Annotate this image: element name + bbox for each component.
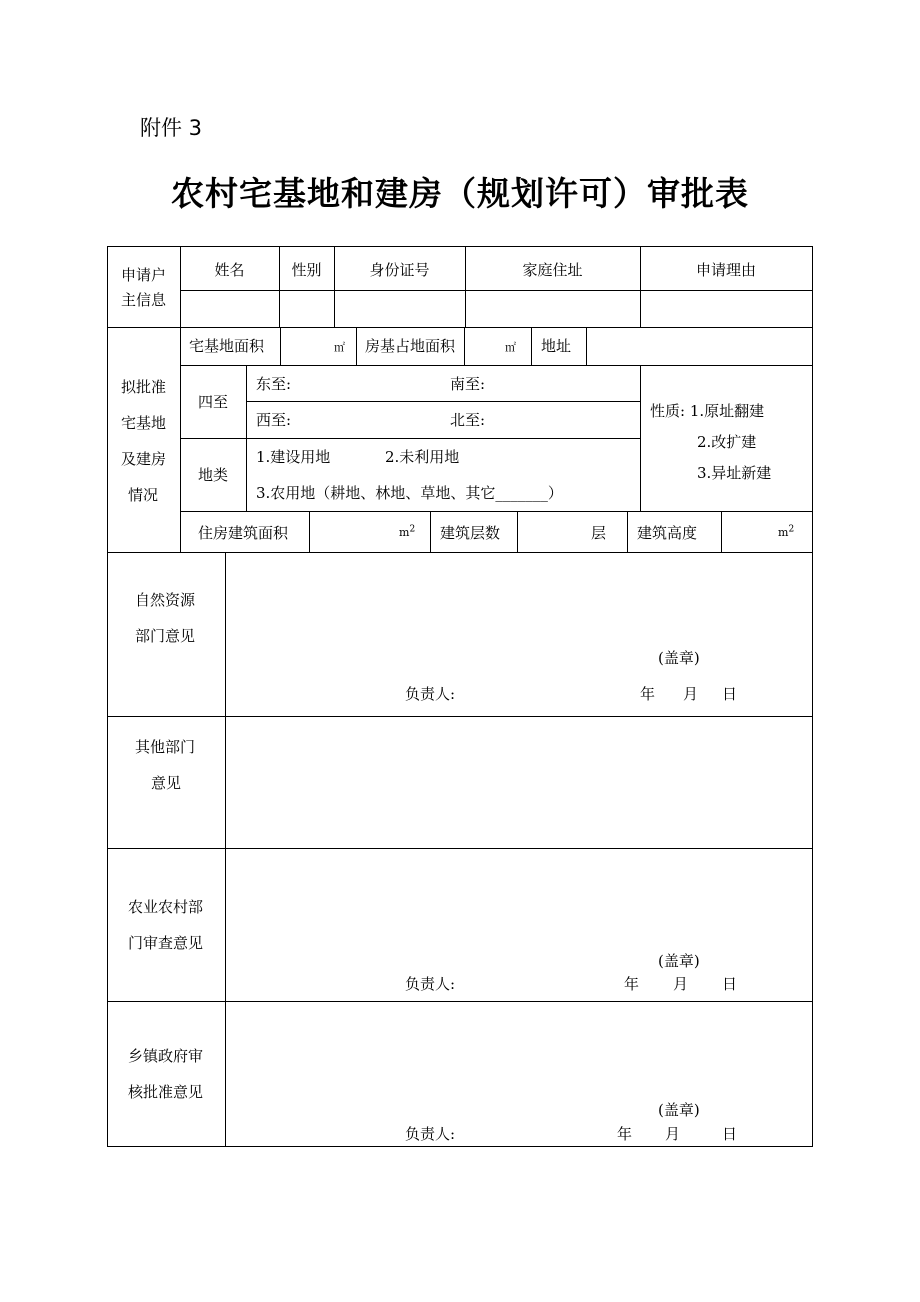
west-boundary-label: 西至: xyxy=(256,411,292,429)
header-home-address: 家庭住址 xyxy=(522,261,583,279)
applicant-label-line2: 主信息 xyxy=(121,291,167,309)
home-address-field[interactable] xyxy=(466,291,640,327)
floors-unit: 层 xyxy=(591,524,607,542)
footprint-area-unit: ㎡ xyxy=(505,341,516,354)
site-address-label: 地址 xyxy=(541,337,572,355)
footprint-area-label: 房基占地面积 xyxy=(365,337,456,355)
divider xyxy=(640,365,641,511)
natural-resources-opinion-field[interactable] xyxy=(226,553,812,643)
divider xyxy=(180,438,640,439)
township-responsible-label: 负责人: xyxy=(405,1125,456,1143)
agriculture-label-2: 门审查意见 xyxy=(128,934,204,952)
building-height-label: 建筑高度 xyxy=(637,524,698,542)
north-boundary-label: 北至: xyxy=(450,411,486,429)
land-type-label: 地类 xyxy=(198,466,229,484)
homestead-label-2: 宅基地 xyxy=(121,414,167,432)
floors-field[interactable] xyxy=(518,512,588,552)
homestead-area-unit: ㎡ xyxy=(334,341,345,354)
other-departments-opinion-field[interactable] xyxy=(226,717,812,848)
homestead-area-label: 宅基地面积 xyxy=(189,337,265,355)
divider xyxy=(356,327,357,365)
header-name: 姓名 xyxy=(214,261,245,279)
building-height-field[interactable] xyxy=(722,512,774,552)
agriculture-responsible-label: 负责人: xyxy=(405,975,456,993)
nature-option-relocate: 3.异址新建 xyxy=(697,464,772,482)
divider xyxy=(430,511,431,552)
building-area-label: 住房建筑面积 xyxy=(198,524,289,542)
homestead-label-4: 情况 xyxy=(128,486,159,504)
natural-resources-responsible-label: 负责人: xyxy=(405,685,456,703)
township-seal: (盖章) xyxy=(658,1101,700,1119)
township-day-label: 日 xyxy=(722,1125,738,1143)
reason-field[interactable] xyxy=(641,291,812,327)
boundaries-label: 四至 xyxy=(198,393,229,411)
agriculture-label-1: 农业农村部 xyxy=(128,898,204,916)
township-month-label: 月 xyxy=(665,1125,681,1143)
township-label-1: 乡镇政府审 xyxy=(128,1047,204,1065)
building-area-field[interactable] xyxy=(310,512,395,552)
building-area-unit: $m^2$ xyxy=(399,524,416,539)
table-border-bottom xyxy=(107,1146,813,1147)
other-departments-label-2: 意见 xyxy=(151,774,182,792)
homestead-area-field[interactable] xyxy=(281,328,331,364)
divider xyxy=(627,511,628,552)
header-id-number: 身份证号 xyxy=(369,261,430,279)
table-border-top xyxy=(107,246,813,247)
divider xyxy=(180,365,812,366)
township-opinion-field[interactable] xyxy=(226,1002,812,1097)
agriculture-opinion-field[interactable] xyxy=(226,849,812,949)
divider xyxy=(531,327,532,365)
natural-resources-year-label: 年 xyxy=(640,685,656,703)
natural-resources-day-label: 日 xyxy=(722,685,738,703)
nature-option-expand: 2.改扩建 xyxy=(697,433,757,451)
natural-resources-seal: (盖章) xyxy=(658,649,700,667)
applicant-label-line1: 申请户 xyxy=(121,266,167,284)
other-departments-label-1: 其他部门 xyxy=(135,738,196,756)
gender-field[interactable] xyxy=(280,291,334,327)
land-type-agricultural: 3.农用地（耕地、林地、草地、其它_______） xyxy=(256,484,563,502)
form-title: 农村宅基地和建房（规划许可）审批表 xyxy=(171,174,749,213)
nature-option-rebuild: 性质: 1.原址翻建 xyxy=(650,402,765,420)
table-border-right xyxy=(812,246,813,1147)
building-height-unit: $m^2$ xyxy=(778,524,795,539)
floors-label: 建筑层数 xyxy=(440,524,501,542)
site-address-field[interactable] xyxy=(587,328,812,364)
agriculture-year-label: 年 xyxy=(624,975,640,993)
divider xyxy=(180,511,812,512)
land-type-construction: 1.建设用地 xyxy=(256,448,331,466)
homestead-label-3: 及建房 xyxy=(121,450,167,468)
township-year-label: 年 xyxy=(617,1125,633,1143)
land-type-unused: 2.未利用地 xyxy=(385,448,460,466)
name-field[interactable] xyxy=(181,291,279,327)
id-number-field[interactable] xyxy=(335,291,465,327)
agriculture-day-label: 日 xyxy=(722,975,738,993)
natural-resources-label-2: 部门意见 xyxy=(135,627,196,645)
table-border-left xyxy=(107,246,108,1147)
agriculture-seal: (盖章) xyxy=(658,952,700,970)
agriculture-month-label: 月 xyxy=(673,975,689,993)
divider xyxy=(246,401,640,402)
natural-resources-month-label: 月 xyxy=(683,685,699,703)
attachment-number: 附件 3 xyxy=(140,116,203,140)
south-boundary-label: 南至: xyxy=(450,375,486,393)
east-boundary-label: 东至: xyxy=(256,375,292,393)
natural-resources-label-1: 自然资源 xyxy=(135,591,196,609)
homestead-label-1: 拟批准 xyxy=(121,378,167,396)
township-label-2: 核批准意见 xyxy=(128,1083,204,1101)
footprint-area-field[interactable] xyxy=(465,328,503,364)
header-reason: 申请理由 xyxy=(695,261,756,279)
header-gender: 性别 xyxy=(291,261,322,279)
